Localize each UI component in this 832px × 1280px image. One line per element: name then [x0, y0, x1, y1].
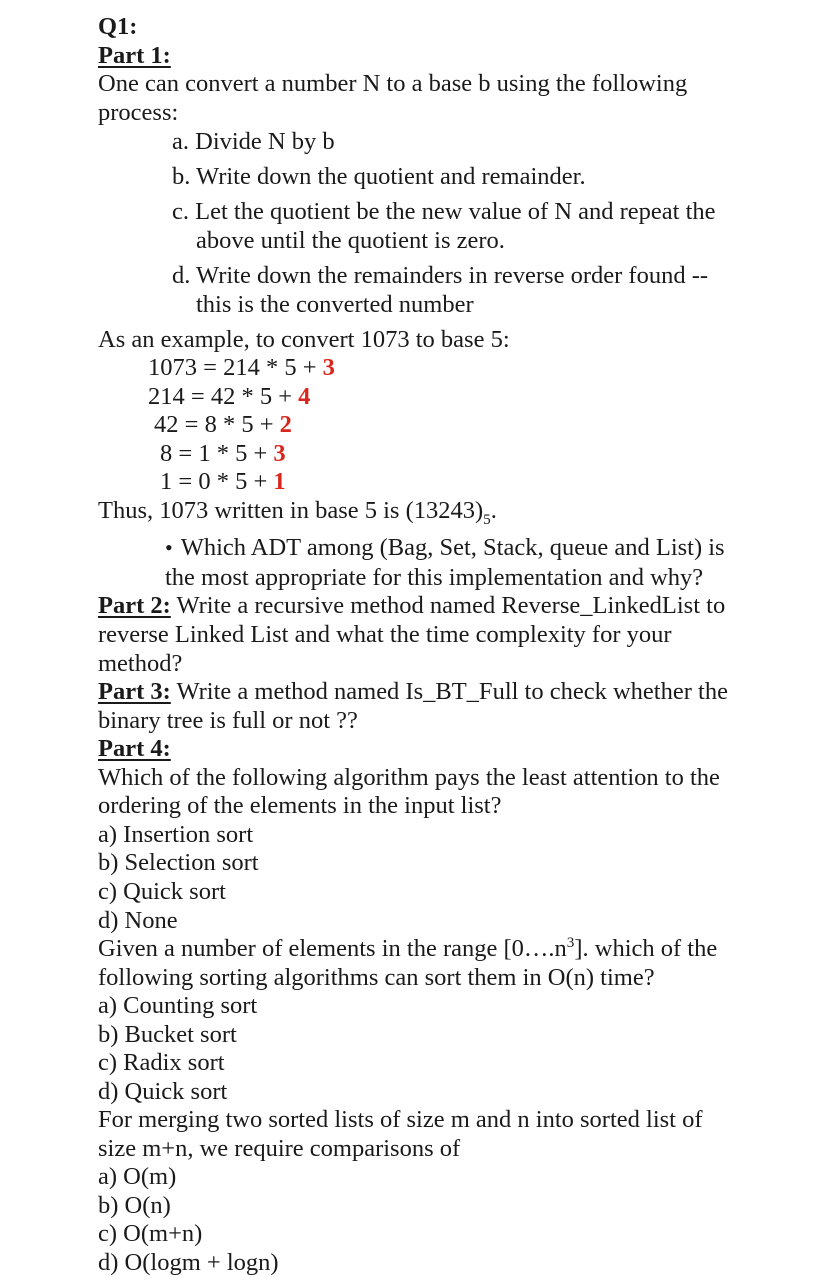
example-line	[154, 413, 292, 438]
exponent-superscript: 3	[566, 933, 575, 951]
example-line	[160, 470, 286, 495]
part4-q1-option: b) Selection sort	[98, 849, 259, 876]
example-expression: 1073 = 214 * 5 +	[148, 354, 323, 381]
bullet-question-line2: the most appropriate for this implementation and why?	[165, 564, 704, 591]
result-period: .	[490, 497, 497, 524]
step-a: a. Divide N by b	[172, 128, 335, 155]
step-d-line1: d. Write down the remainders in reverse order found --	[172, 262, 709, 289]
part1-intro-line1: One can convert a number N to a base b using the following	[98, 70, 688, 97]
result-base-subscript: 5	[483, 510, 491, 528]
part2-line3: method?	[98, 650, 183, 677]
example-expression: 214 = 42 * 5 +	[148, 383, 299, 410]
part2-line2: reverse Linked List and what the time complexity for your	[98, 621, 672, 648]
example-line	[148, 385, 310, 410]
part4-q2-text-end: ]. which of the	[574, 935, 718, 962]
part2-text: Write a recursive method named Reverse_LinkedList to	[170, 592, 726, 619]
part3-text: Write a method named Is_BT_Full to check whether the	[170, 678, 728, 705]
part4-q3-line1: For merging two sorted lists of size m and n into sorted list of	[98, 1106, 703, 1133]
part4-q3-line2: size m+n, we require comparisons of	[98, 1135, 461, 1162]
part4-q2-text: Given a number of elements in the range [0….n	[98, 935, 567, 962]
example-expression: 1 = 0 * 5 +	[160, 468, 274, 495]
example-remainder: 1	[273, 468, 286, 495]
part4-q3-option: a) O(m)	[98, 1163, 177, 1190]
bullet-question-text: Which ADT among (Bag, Set, Stack, queue and List) is	[180, 534, 725, 561]
part4-q2-option: b) Bucket sort	[98, 1021, 237, 1048]
result-text: Thus, 1073 written in base 5 is (13243)	[98, 497, 484, 524]
part4-q1-line2: ordering of the elements in the input list?	[98, 792, 502, 819]
part4-q3-option: c) O(m+n)	[98, 1220, 203, 1247]
example-expression: 42 = 8 * 5 +	[154, 411, 280, 438]
step-b: b. Write down the quotient and remainder.	[172, 163, 586, 190]
part4-q2-option: c) Radix sort	[98, 1049, 225, 1076]
part2-heading: Part 2:	[98, 592, 171, 619]
part1-intro-line2: process:	[98, 99, 179, 126]
part3-line2: binary tree is full or not ??	[98, 707, 358, 734]
example-remainder: 4	[298, 383, 311, 410]
part3-line1	[98, 680, 728, 705]
example-expression: 8 = 1 * 5 +	[160, 440, 274, 467]
part4-q2-option: a) Counting sort	[98, 992, 258, 1019]
part4-q1-line1: Which of the following algorithm pays the least attention to the	[98, 764, 720, 791]
example-line	[160, 442, 286, 467]
example-intro: As an example, to convert 1073 to base 5:	[98, 326, 510, 353]
part1-heading: Part 1:	[98, 42, 171, 69]
example-line	[148, 356, 335, 381]
part4-heading: Part 4:	[98, 735, 171, 762]
part4-q1-option: d) None	[98, 907, 178, 934]
part3-heading: Part 3:	[98, 678, 171, 705]
question-title: Q1:	[98, 13, 138, 40]
part4-q1-option: a) Insertion sort	[98, 821, 254, 848]
step-c-line1: c. Let the quotient be the new value of N and repeat the	[172, 198, 716, 225]
part4-q2-line1	[98, 933, 718, 962]
step-c-line2: above until the quotient is zero.	[196, 227, 505, 254]
part2-line1	[98, 594, 725, 619]
part4-q2-option: d) Quick sort	[98, 1078, 228, 1105]
part4-q3-option: d) O(logm + logn)	[98, 1249, 279, 1276]
example-remainder: 2	[279, 411, 292, 438]
conversion-result	[98, 497, 497, 528]
step-d-line2: this is the converted number	[196, 291, 474, 318]
bullet-icon: •	[165, 535, 173, 560]
part4-q1-option: c) Quick sort	[98, 878, 226, 905]
example-remainder: 3	[273, 440, 286, 467]
example-remainder: 3	[322, 354, 335, 381]
bullet-question-line1	[165, 536, 725, 561]
part4-q2-line2: following sorting algorithms can sort them in O(n) time?	[98, 964, 655, 991]
part4-q3-option: b) O(n)	[98, 1192, 171, 1219]
